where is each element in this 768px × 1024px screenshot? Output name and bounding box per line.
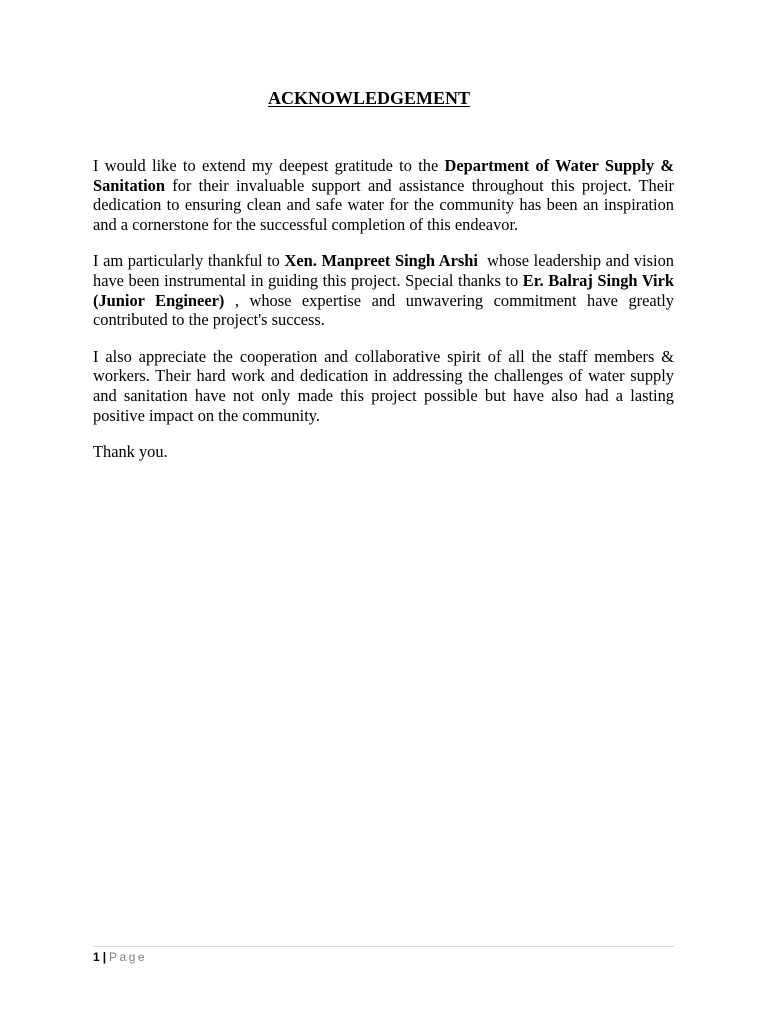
page-title: ACKNOWLEDGEMENT [267, 88, 471, 108]
department-name: Department of Water Supply & Sanitation [93, 156, 674, 195]
paragraph-text: for their invaluable support and assistance throughout this project. Their dedication to ensuring clean and safe water for the community has been an inspiration and a cornerstone for the successful completion of this endeavor. [93, 175, 674, 234]
person-name-xen: Xen. Manpreet Singh Arshi [284, 251, 478, 271]
paragraph-text: whose leadership and vision have been instrumental in guiding this project. Special thanks to [93, 251, 679, 290]
paragraph-text: Thank you. [93, 442, 168, 462]
paragraph-closing [93, 442, 674, 462]
paragraph-thanks [93, 251, 679, 330]
paragraph-text: I also appreciate the cooperation and collaborative spirit of all the staff members & workers. Their hard work and dedication in addressing the challenges of water supply and sanitation have not only made this project possible but have also had a lasting positive impact on the community. [93, 346, 674, 425]
page-number: 1 [93, 950, 100, 964]
paragraph-text: I would like to extend my deepest gratitude to the [93, 156, 445, 175]
footer-separator: | [102, 950, 107, 964]
page-label: Page [109, 950, 148, 964]
document-body [93, 156, 679, 479]
paragraph-text: , whose expertise and unwavering commitment have greatly contributed to the project's success. [93, 290, 674, 330]
paragraph-appreciation [93, 347, 674, 425]
paragraph-text: I am particularly thankful to [93, 251, 285, 271]
person-name-engineer: Er. Balraj Singh Virk (Junior Engineer) [93, 270, 674, 310]
paragraph-gratitude [93, 156, 674, 234]
page-footer [93, 946, 674, 965]
